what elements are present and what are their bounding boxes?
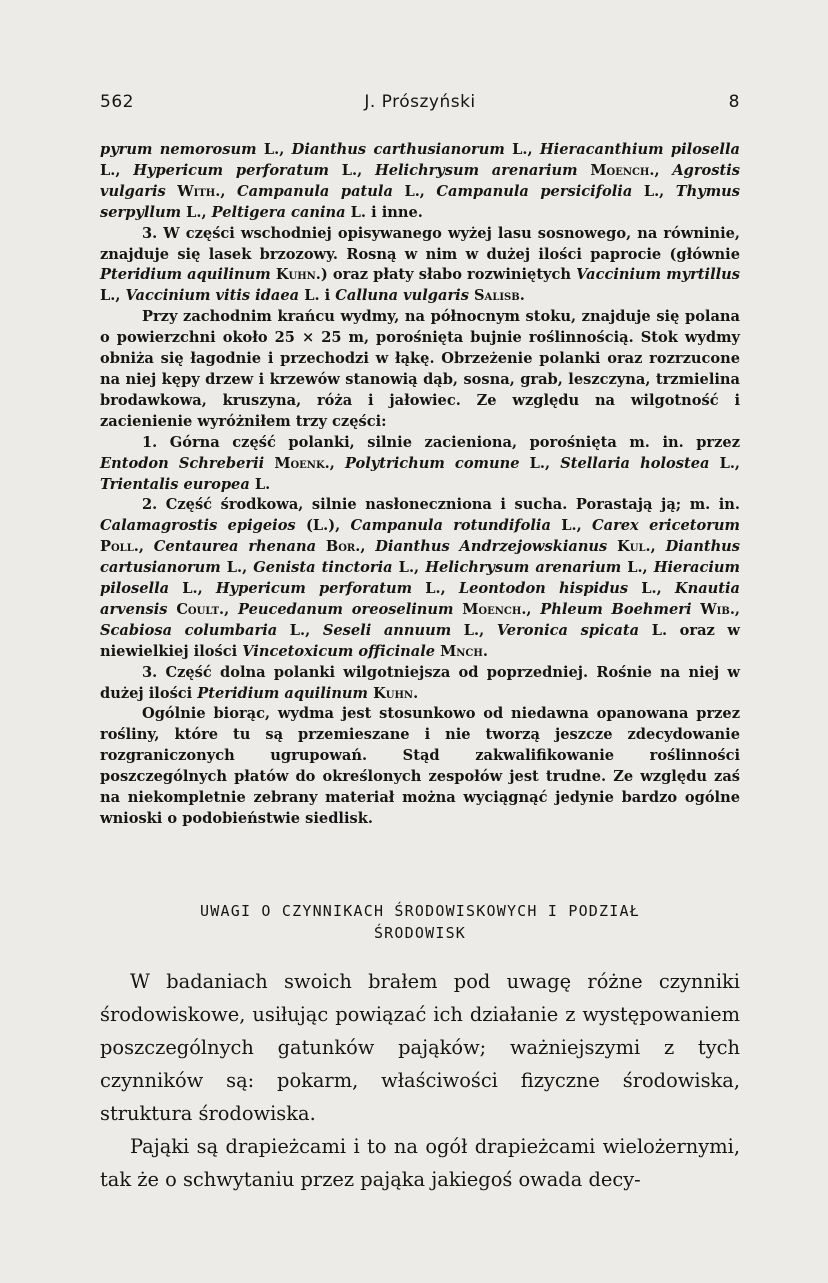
species-name: Centaurea rhenana xyxy=(153,538,317,556)
text-run: L., xyxy=(519,454,561,472)
species-name: Dianthus Andrzejowskianus xyxy=(375,538,608,556)
body-text xyxy=(100,140,740,830)
text-run xyxy=(166,183,178,200)
section-body xyxy=(100,965,740,1196)
text-run xyxy=(264,455,274,472)
text-run: L., xyxy=(256,141,292,158)
species-name: Helichrysum arenarium xyxy=(425,559,622,577)
species-name: Calluna vulgaris xyxy=(335,287,469,305)
text-run xyxy=(607,538,617,555)
species-name: pyrum nemorosum xyxy=(100,141,257,158)
text-run: , xyxy=(654,161,673,179)
text-run: L., xyxy=(100,161,134,179)
species-name: Hypericum perforatum xyxy=(133,161,329,179)
author-abbreviation: Coult. xyxy=(176,600,225,618)
text-run: L., xyxy=(621,559,654,577)
author-abbreviation: Kuhn. xyxy=(275,266,321,284)
author-abbreviation: Wib. xyxy=(700,600,735,618)
species-name: Hypericum perforatum xyxy=(215,580,413,598)
paragraph xyxy=(100,140,740,224)
section-heading-line-2: ŚRODOWISK xyxy=(373,924,467,942)
text-run: , xyxy=(360,538,376,556)
author-abbreviation: Poll. xyxy=(100,538,139,556)
species-name: Hieracium pilosella xyxy=(100,559,740,598)
section-number: 8 xyxy=(728,92,740,112)
text-run: L. xyxy=(249,475,271,493)
species-name: Campanula rotundifolia xyxy=(350,517,551,535)
paragraph xyxy=(100,495,740,662)
species-name: Calamagrostis epigeios xyxy=(100,517,296,535)
paragraph xyxy=(100,663,740,705)
species-name: Stellaria holostea xyxy=(560,454,710,472)
species-name: Entodon Schreberii xyxy=(100,454,265,472)
text-run: L., xyxy=(392,182,437,200)
author-abbreviation: Mnch. xyxy=(440,642,488,660)
species-name: Genista tinctoria xyxy=(253,559,393,577)
text-run: , xyxy=(650,538,666,556)
species-name: Agrostis vulgaris xyxy=(100,161,740,200)
species-name: Polytrichum comune xyxy=(344,454,520,472)
paragraph xyxy=(100,224,740,308)
text-run: L., xyxy=(220,559,254,577)
text-run: , xyxy=(329,454,345,472)
text-run xyxy=(578,162,591,179)
species-name: Vaccinium myrtillus xyxy=(576,266,741,284)
text-run: L., xyxy=(628,580,675,598)
species-name: Seseli annuum xyxy=(322,621,452,639)
text-run: 3. W części wschodniej opisywanego wyżej lasu sosnowego, na równinie, znajduje się lasek brzozowy. Rosną w nim w dużej ilości paprocie (głównie xyxy=(100,224,740,263)
text-run: 3. Część dolna polanki wilgotniejsza od poprzedniej. Rośnie na niej w dużej ilości xyxy=(100,663,740,702)
text-run: L., xyxy=(392,559,426,577)
species-name: Leontodon hispidus xyxy=(458,580,629,598)
text-run xyxy=(691,601,700,618)
author-abbreviation: Moench. xyxy=(462,600,527,618)
species-name: Vincetoxicum officinale xyxy=(242,642,436,660)
author-abbreviation: Moenk. xyxy=(274,454,330,472)
section-paragraph: W badaniach swoich brałem pod uwagę różne czynniki środowiskowe, usiłując powiązać ich działanie z występowaniem poszczególnych gatunków pająków; ważniejszymi z tych czynników są: pokarm, właściwości fizyczne środowiska, struktura środowiska. xyxy=(100,970,740,1125)
paragraph xyxy=(100,433,740,496)
text-run: L. i inne. xyxy=(345,203,423,221)
text-run: L., xyxy=(329,161,375,179)
text-run: , xyxy=(526,600,541,618)
text-run: 2. Część środkowa, silnie nasłoneczniona i sucha. Porastają ją; m. in. xyxy=(142,496,740,514)
paragraph xyxy=(100,307,740,432)
author-abbreviation: Salisb. xyxy=(474,287,525,305)
species-name: Phleum Boehmeri xyxy=(540,600,692,618)
species-name: Trientalis europea xyxy=(100,475,250,493)
author-abbreviation: With. xyxy=(177,182,221,200)
running-head xyxy=(100,92,740,118)
section-heading-line-1: UWAGI O CZYNNIKACH ŚRODOWISKOWYCH I PODZIAŁ xyxy=(200,902,640,920)
text-run: L., xyxy=(412,580,459,598)
text-run: L., xyxy=(181,203,212,221)
text-run: Ogólnie biorąc, wydma jest stosunkowo od niedawna opanowana przez rośliny, które tu są przemieszane i nie tworzą jeszcze zdecydowanie rozgraniczonych ugrupowań. Stąd zakwalifikowanie roślinności poszczególnych płatów do określonych zespołów jest trudne. Ze względu zaś na niekompletnie zebrany materiał można wyciągnąć jedynie bardzo ogólne wnioski o podobieństwie siedlisk. xyxy=(100,705,740,827)
species-name: Thymus serpyllum xyxy=(100,182,740,221)
text-run: L., xyxy=(169,580,216,598)
page-number: 562 xyxy=(100,92,134,112)
text-run: L., xyxy=(632,182,676,200)
species-name: Pteridium aquilinum xyxy=(100,266,271,284)
species-name: Veronica spicata xyxy=(496,621,640,639)
text-run xyxy=(316,538,326,555)
paragraph xyxy=(100,704,740,829)
species-name: Hieracanthium pilosella xyxy=(539,141,740,158)
species-name: Peucedanum oreoselinum xyxy=(238,600,454,618)
author-abbreviation: Bor. xyxy=(325,538,361,556)
text-run: , xyxy=(220,182,237,200)
author-abbreviation: Kul. xyxy=(617,538,651,556)
text-run: L. i xyxy=(299,287,336,305)
text-run xyxy=(168,601,177,618)
text-run: L. oraz w niewielkiej ilości xyxy=(100,621,740,660)
text-run: Przy zachodnim krańcu wydmy, na północnym stoku, znajduje się polana o powierzchni około 25 × 25 m, porośnięta bujnie roślinnością. Stok wydmy obniża się łagodnie i przechodzi w łąkę. Obrzeżenie polanki oraz rozrzucone na niej kępy drzew i krzewów stanowią dąb, sosna, grab, leszczyna, trzmielina brodawkowa, kruszyna, róża i jałowiec. Ze względu na wilgotność i zacienienie wyróżniłem trzy części: xyxy=(100,308,740,430)
text-run: 1. Górna część polanki, silnie zacieniona, porośnięta m. in. przez xyxy=(142,433,740,451)
text-run: , xyxy=(734,600,740,618)
text-run xyxy=(453,601,462,618)
species-name: Helichrysum arenarium xyxy=(374,161,578,179)
text-run: L., xyxy=(277,621,323,639)
species-name: Dianthus carthusianorum xyxy=(291,141,505,158)
text-run: L., xyxy=(100,287,126,305)
species-name: Scabiosa columbaria xyxy=(100,621,278,639)
species-name: Carex ericetorum xyxy=(592,517,740,535)
text-run: L., xyxy=(709,454,740,472)
text-run: L., xyxy=(451,621,497,639)
section-paragraph: Pająki są drapieżcami i to na ogół drapieżcami wielożernymi, tak że o schwytaniu przez pająka jakiegoś owada decy- xyxy=(100,1135,740,1191)
species-name: Pteridium aquilinum xyxy=(197,684,368,702)
species-name: Dianthus cartusianorum xyxy=(100,538,741,577)
text-run: L., xyxy=(550,517,592,535)
species-name: Knautia arvensis xyxy=(100,580,741,618)
section-heading xyxy=(100,900,740,944)
text-run: L., xyxy=(504,141,540,158)
species-name: Peltigera canina xyxy=(211,203,346,221)
text-run: (L.), xyxy=(295,517,351,535)
species-name: Vaccinium vitis idaea xyxy=(125,287,300,305)
species-name: Campanula patula xyxy=(236,182,393,200)
author-abbreviation: Kuhn. xyxy=(373,684,419,702)
running-head-author: J. Prószyński xyxy=(364,92,476,112)
text-run: , xyxy=(224,600,238,618)
species-name: Campanula persicifolia xyxy=(436,182,633,200)
author-abbreviation: Moench. xyxy=(590,161,655,179)
text-run: ) oraz płaty słabo rozwiniętych xyxy=(320,266,577,284)
text-run: , xyxy=(138,538,154,556)
